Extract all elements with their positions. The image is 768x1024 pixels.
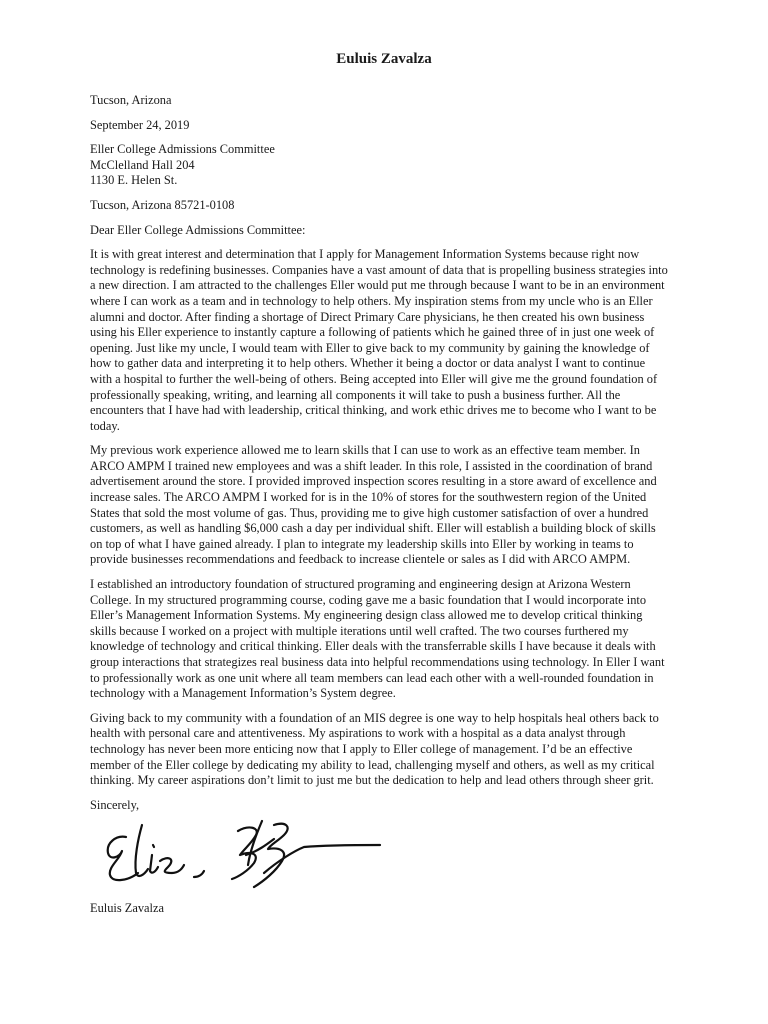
recipient-city: Tucson, Arizona 85721-0108 xyxy=(90,197,235,212)
paragraph-line: technology is redefining businesses. Companies have a vast amount of data that is propelling business strategies into xyxy=(90,262,668,277)
paragraph-line: with a hospital to further the well-being of others. Being accepted into Eller will give me the ground foundation of xyxy=(90,371,658,386)
paragraph-2 xyxy=(90,443,678,568)
signer-name: Euluis Zavalza xyxy=(90,901,164,916)
paragraph-line: provide businesses recommendations and feedback to increase clientele or sales as I did with ARCO AMPM. xyxy=(90,552,631,567)
paragraph-line: using his Eller experience to instantly capture a following of patients which he gained three of in just one week of xyxy=(90,325,655,340)
letter-body xyxy=(90,93,678,917)
recipient-line: 1130 E. Helen St. xyxy=(90,173,178,188)
paragraph-line: today. xyxy=(90,418,120,433)
paragraph-line: Giving back to my community with a foundation of an MIS degree is one way to help hospitals heal others back to xyxy=(90,710,659,725)
paragraph-line: technology with a Management Information’s System degree. xyxy=(90,686,396,701)
paragraph-line: States that sold the most volume of gas. Thus, providing me to give high customer satisfaction of over a hundred xyxy=(90,505,649,520)
paragraph-4 xyxy=(90,711,678,789)
letter-date: September 24, 2019 xyxy=(90,117,190,132)
paragraph-line: knowledge of technology and critical thinking. Eller deals with the transferrable skills I have because it deals with xyxy=(90,639,656,654)
sender-location: Tucson, Arizona xyxy=(90,93,172,107)
paragraph-line: professionally speaking, writing, and learning all components it will take to push a business further. All the xyxy=(90,387,621,402)
paragraph-line: advertisement around the store. I provided improved inspection scores resulting in a store award of excellence and xyxy=(90,474,657,489)
paragraph-line: encounters that I have had with leadership, critical thinking, and work ethic drives me to become who I want to be xyxy=(90,403,657,418)
recipient-address xyxy=(90,142,678,189)
paragraph-line: a new direction. I am attracted to the challenges Eller would put me through because I want to be in an environment xyxy=(90,278,665,293)
paragraph-line: member of the Eller college by dedicating my ability to lead, challenging myself and others, as well as my critical xyxy=(90,757,655,772)
paragraph-line: health with personal care and attentiveness. My aspirations to work with a hospital as a data analyst through xyxy=(90,726,626,741)
paragraph-line: alumni and doctor. After finding a shortage of Direct Primary Care physicians, he then created his own business xyxy=(90,309,645,324)
paragraph-line: to professionally work as one unit where all team members can lead each other with a well-rounded foundation in xyxy=(90,670,654,685)
paragraph-line: how to gather data and interpreting it to help others. Whether it being a doctor or data analyst I want to continue xyxy=(90,356,646,371)
handwritten-signature xyxy=(98,815,383,889)
paragraph-line: where I can work as a team and in technology to help others. My inspiration stems from my uncle who is an Eller xyxy=(90,293,653,308)
paragraph-line: technology has never been more enticing now that I apply to Eller college of management. I’d be an effective xyxy=(90,741,633,756)
recipient-line: Eller College Admissions Committee xyxy=(90,142,275,157)
closing: Sincerely, xyxy=(90,797,140,812)
paragraph-line: I established an introductory foundation of structured programing and engineering design at Arizona Western xyxy=(90,577,631,592)
recipient-line: McClelland Hall 204 xyxy=(90,157,195,172)
paragraph-1 xyxy=(90,247,678,434)
paragraph-line: group interactions that strategizes real business data into helpful recommendations using technology. In Eller I want xyxy=(90,655,665,669)
paragraph-line: ARCO AMPM I trained new employees and was a shift leader. In this role, I assisted in the coordination of brand xyxy=(90,458,653,473)
paragraph-line: College. In my structured programming course, coding gave me a basic foundation that I would incorporate into xyxy=(90,592,647,607)
paragraph-line: on top of what I have gained already. I plan to integrate my leadership skills into Eller by working in teams to xyxy=(90,536,634,551)
paragraph-line: skills because I worked on a project with multiple iterations until well crafted. The two courses furthered my xyxy=(90,623,629,638)
paragraph-line: opening. Just like my uncle, I would team with Eller to give back to my community by gaining the knowledge of xyxy=(90,340,650,355)
paragraph-line: customers, as well as handling $6,000 cash a day per individual shift. Eller will establish a building block of skills xyxy=(90,521,656,536)
salutation: Dear Eller College Admissions Committee: xyxy=(90,222,306,237)
paragraph-line: increase sales. The ARCO AMPM I worked for is in the 10% of stores for the southwestern region of the United xyxy=(90,490,647,505)
paragraph-line: thinking. My career aspirations don’t limit to just me but the dedication to help and lead others through sheer grit. xyxy=(90,773,654,788)
sender-name-heading: Euluis Zavalza xyxy=(336,51,432,67)
paragraph-line: Eller’s Management Information Systems. My engineering design class allowed me to develop critical thinking xyxy=(90,608,643,623)
paragraph-line: It is with great interest and determination that I apply for Management Information Systems because right now xyxy=(90,247,640,262)
paragraph-3 xyxy=(90,577,678,702)
paragraph-line: My previous work experience allowed me to learn skills that I can use to work as an effective team member. In xyxy=(90,443,640,458)
